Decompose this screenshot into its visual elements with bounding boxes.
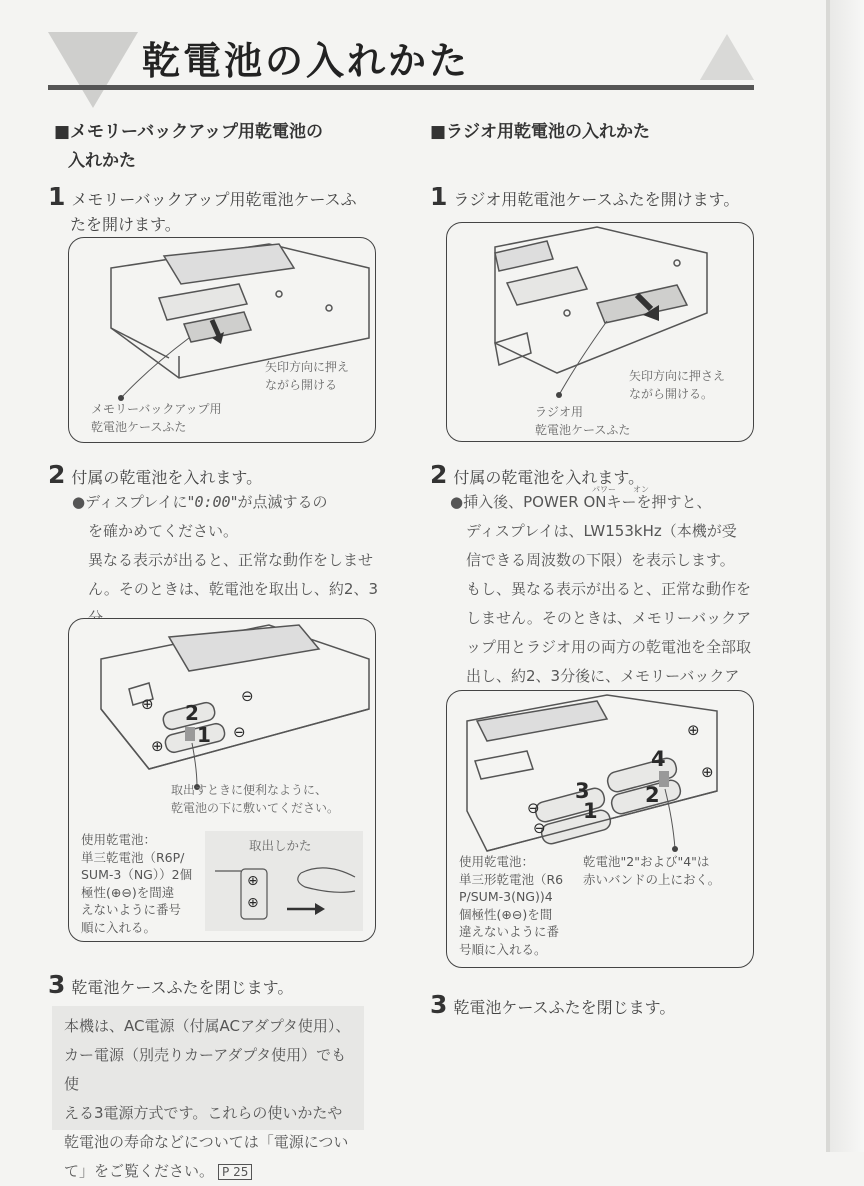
right-bullet-line2: ディスプレイは、LW153kHz（本機が受: [466, 522, 737, 540]
right-bullet-line4: もし、異なる表示が出ると、正常な動作を: [466, 580, 752, 598]
left-bullet-line1: ●ディスプレイに"0:00"が点滅するの: [72, 493, 328, 511]
removal-plus-icon-2: ⊕: [247, 895, 259, 911]
right-heading: ■ラジオ用乾電池の入れかた: [430, 122, 651, 142]
page-title: 乾電池の入れかた: [142, 39, 471, 83]
title-triangle-right-icon: [700, 34, 754, 82]
left-step2: [48, 462, 262, 490]
battery-number-1: 1: [197, 723, 211, 747]
right-step2-bullet: [450, 488, 770, 720]
note-line3: える3電源方式です。これらの使いかたや: [64, 1104, 343, 1122]
removal-inset: [205, 831, 363, 931]
left-heading-line1: ■メモリーバックアップ用乾電池の: [54, 122, 324, 142]
right-bullet-line6: ップ用とラジオ用の両方の乾電池を全部取: [466, 638, 752, 656]
right-fig1-caption1-line2: ながら開ける。: [629, 387, 714, 401]
left-fig1-caption1: [265, 358, 349, 394]
right-fig2-caption: [583, 853, 720, 888]
left-step1: [48, 184, 388, 237]
plus-terminal-icon-2: ⊕: [151, 737, 164, 755]
battery-number-2-right: 2: [645, 783, 660, 807]
left-step1-line1: メモリーバックアップ用乾電池ケースふ: [71, 190, 357, 209]
right-fig2-caption-line1: 乾電池"2"および"4"は: [583, 854, 710, 869]
minus-terminal-icon-right: ⊖: [527, 799, 540, 817]
left-step2-text: 付属の乾電池を入れます。: [71, 468, 263, 487]
plus-terminal-icon-right-2: ⊕: [701, 763, 714, 781]
right-step3-number: 3: [430, 990, 448, 1019]
note-line2: カー電源（別売りカーアダプタ使用）でも使: [64, 1046, 347, 1093]
removal-illustration: [205, 831, 363, 931]
page-reference-link[interactable]: P 25: [218, 1164, 252, 1180]
note-line5: て」をご覧ください。 P 25: [64, 1157, 354, 1186]
right-fig1-caption1: [629, 367, 725, 403]
right-step2-number: 2: [430, 460, 448, 489]
left-fig2-caption: [171, 781, 339, 817]
left-step1-line2: たを開けます。: [70, 215, 181, 234]
right-fig1-caption1-line1: 矢印方向に押さえ: [629, 369, 726, 383]
right-step3-text: 乾電池ケースふたを閉じます。: [453, 998, 676, 1017]
right-bullet-line5: しません。そのときは、メモリーバックア: [466, 609, 752, 627]
left-step2-number: 2: [48, 460, 66, 489]
battery-number-2: 2: [185, 701, 199, 725]
left-step3: [48, 972, 293, 1000]
right-bullet-line7: 出し、約2、3分後に、メモリーバックア: [466, 667, 740, 685]
minus-terminal-icon-2: ⊖: [233, 723, 246, 741]
right-fig2-spec: 使用乾電池： 単三形乾電池（R6 P/SUM-3(NG))4 個極性(⊕⊖)を間 違えないように番 号順に入れる。: [459, 854, 564, 957]
right-fig1-caption2-line1: ラジオ用: [535, 405, 584, 419]
left-step3-number: 3: [48, 970, 66, 999]
left-bullet-line3: 異なる表示が出ると、正常な動作をしませ: [88, 551, 374, 569]
left-step1-number: 1: [48, 182, 66, 211]
left-fig1-caption2-line1: メモリーバックアップ用: [91, 402, 222, 416]
left-heading: [54, 118, 323, 176]
ruby-power: パワー: [592, 485, 616, 494]
right-step1-text: ラジオ用乾電池ケースふたを開けます。: [453, 190, 740, 209]
right-step1-number: 1: [430, 182, 448, 211]
minus-terminal-icon-right-2: ⊖: [533, 819, 546, 837]
left-bullet-line2: を確かめてください。: [88, 522, 239, 540]
left-fig2-spec: 使用乾電池： 単三乾電池（R6P/ SUM-3（NG））2個 極性(⊕⊖)を間違 えないように番号 順に入れる。: [81, 832, 193, 935]
right-step1: [430, 184, 739, 212]
left-figure1: [68, 237, 376, 443]
battery-number-3: 3: [575, 779, 590, 803]
left-fig1-caption1-line1: 矢印方向に押え: [265, 360, 350, 374]
plus-terminal-icon: ⊕: [141, 695, 154, 713]
right-bullet-line1: ●挿入後、POWER ONキーを押すと、: [450, 493, 712, 511]
battery-number-4: 4: [651, 747, 666, 771]
left-fig1-caption2: [91, 400, 222, 436]
display-readout: 0:00: [194, 493, 231, 511]
left-fig1-caption1-line2: ながら開ける: [265, 378, 338, 392]
ruby-on: オン: [633, 485, 649, 494]
right-figure1: [446, 222, 754, 442]
right-figure2: [446, 690, 754, 968]
right-fig1-caption2-line2: 乾電池ケースふた: [535, 423, 631, 437]
note-line1: 本機は、AC電源（付属ACアダプタ使用）、: [64, 1017, 351, 1035]
page-edge: [830, 0, 864, 1152]
left-bullet-line4: ん。そのときは、乾電池を取出し、約2、3: [88, 580, 378, 598]
title-triangle-left-icon: [48, 32, 138, 110]
removal-label: 取出しかた: [249, 838, 312, 853]
left-fig2-caption-line1: 取出すときに便利なように、: [171, 783, 328, 797]
right-bullet-line3: 信できる周波数の下限）を表示します。: [466, 551, 735, 569]
right-fig1-caption2: [535, 403, 630, 439]
power-note: [52, 1006, 364, 1180]
left-step3-text: 乾電池ケースふたを閉じます。: [71, 978, 294, 997]
left-figure2: [68, 618, 376, 942]
note-line4: 乾電池の寿命などについては「電源につい: [64, 1133, 349, 1151]
removal-plus-icon-1: ⊕: [247, 873, 259, 889]
left-heading-line2: 入れかた: [68, 151, 136, 171]
right-step3: [430, 992, 675, 1020]
right-fig2-caption-line2: 赤いバンドの上におく。: [583, 871, 721, 887]
title-rule: [48, 85, 754, 90]
plus-terminal-icon-right: ⊕: [687, 721, 700, 739]
left-fig2-caption-line2: 乾電池の下に敷いてください。: [171, 801, 340, 815]
battery-number-1-right: 1: [583, 799, 598, 823]
left-fig1-caption2-line2: 乾電池ケースふた: [91, 420, 187, 434]
minus-terminal-icon: ⊖: [241, 687, 254, 705]
right-step2-text: 付属の乾電池を入れます。: [453, 468, 645, 487]
